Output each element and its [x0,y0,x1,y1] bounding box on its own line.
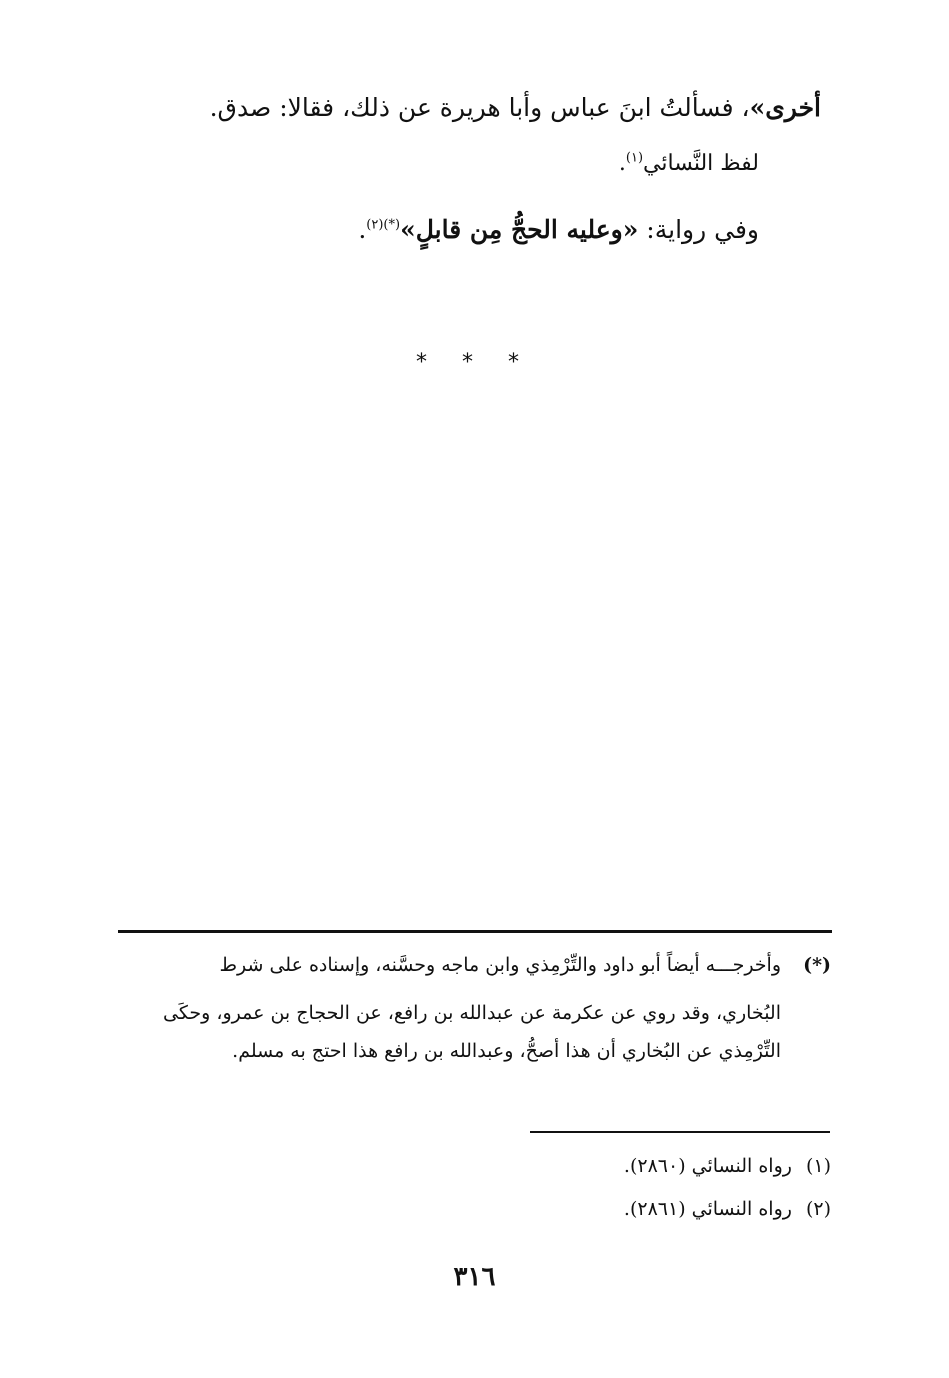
body-line-3 [358,210,759,250]
commentary-line-1: وأخرجـــه أيضاً أبو داود والتِّرْمِذي وابن ماجه وحسَّنه، وإسناده على شرط [219,954,781,976]
body-line-2 [619,144,759,184]
footnote-1 [624,1150,831,1182]
body-line-2-text: لفظ النَّسائي [643,151,759,176]
footnote-2-text: رواه النسائي (٢٨٦١). [623,1198,792,1220]
page-number: ٣١٦ [453,1262,496,1292]
commentary-divider [118,930,832,933]
body-line-1 [210,88,821,128]
body-line-2-end: . [618,151,626,176]
footnote-1-text: رواه النسائي (٢٨٦٠). [623,1155,792,1177]
commentary-marker: (*) [803,954,831,976]
body-line-1-text: ، فسألتُ ابنَ عباس وأبا هريرة عن ذلك، فقالا: صدق. [209,93,750,122]
quoted-narration-bold: «وعليه الحجُّ مِن قابلٍ» [400,215,639,244]
footnote-divider [530,1131,830,1133]
footnote-ref-2: (*)(٢) [366,217,401,233]
commentary-line-2: البُخاري، وقد روي عن عكرمة عن عبدالله بن رافع، عن الحجاج بن عمرو، وحكَى [163,1002,781,1024]
quote-end-bold: أخرى» [749,93,821,122]
body-line-3-end: . [358,215,367,244]
footnote-2 [624,1193,831,1225]
commentary-line-3: التِّرْمِذي عن البُخاري أن هذا أصحُّ، وعبدالله بن رافع هذا احتج به مسلم. [232,1040,781,1062]
body-line-3-text: وفي رواية: [638,215,759,244]
footnote-2-number: (٢) [805,1198,831,1220]
section-separator: * * * [416,350,533,375]
footnote-ref-1: (١) [625,150,644,166]
footnote-1-number: (١) [805,1155,831,1177]
